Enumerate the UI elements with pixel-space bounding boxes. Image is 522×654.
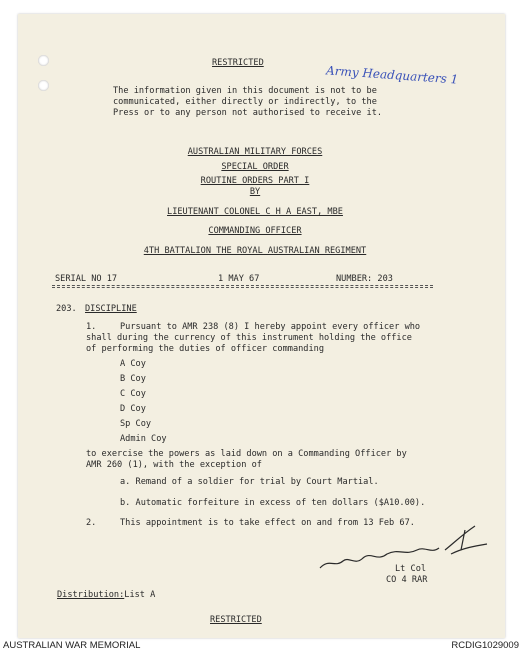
section-title: DISCIPLINE: [85, 304, 137, 314]
paragraph-number: 2.: [86, 518, 97, 528]
paragraph-line: AMR 260 (1), with the exception of: [86, 460, 262, 470]
heading-line: COMMANDING OFFICER: [208, 226, 302, 236]
handwritten-note: Army Headquarters 1: [325, 63, 459, 87]
notice-line: The information given in this document is not to be: [113, 86, 377, 96]
exception-b: b. Automatic forfeiture in excess of ten dollars ($A10.00).: [120, 498, 426, 508]
classification-bottom: RESTRICTED: [210, 615, 262, 625]
unit-item: B Coy: [120, 374, 146, 384]
heading-line: 4TH BATTALION THE ROYAL AUSTRALIAN REGIMENT: [143, 246, 367, 256]
distribution-value: List A: [124, 590, 156, 600]
footer-id: RCDIG1029009: [451, 640, 519, 651]
separator-rule: [52, 287, 433, 288]
heading-line: ROUTINE ORDERS PART I: [200, 176, 310, 186]
unit-item: Sp Coy: [120, 419, 152, 429]
unit-item: A Coy: [120, 359, 146, 369]
paragraph-line: of performing the duties of officer commanding: [86, 344, 324, 354]
signature-title: CO 4 RAR: [386, 575, 428, 585]
paragraph-line: Pursuant to AMR 238 (8) I hereby appoint every officer who: [120, 322, 421, 332]
punch-hole: [38, 80, 49, 91]
paragraph-number: 1.: [86, 322, 97, 332]
unit-item: Admin Coy: [120, 434, 167, 444]
exception-a: a. Remand of a soldier for trial by Court Martial.: [120, 477, 379, 487]
paragraph-line: to exercise the powers as laid down on a Commanding Officer by: [86, 449, 407, 459]
unit-item: C Coy: [120, 389, 146, 399]
signature-rank: Lt Col: [395, 564, 427, 574]
footer-source: AUSTRALIAN WAR MEMORIAL: [3, 640, 141, 651]
serial-number: SERIAL NO 17: [55, 274, 118, 284]
order-number: NUMBER: 203: [336, 274, 393, 284]
section-number: 203.: [56, 304, 77, 314]
heading-line: LIEUTENANT COLONEL C H A EAST, MBE: [167, 207, 343, 217]
heading-line: SPECIAL ORDER: [221, 162, 289, 172]
paragraph-line: shall during the currency of this instrument holding the office: [86, 333, 412, 343]
order-date: 1 MAY 67: [218, 274, 260, 284]
separator-rule: [52, 285, 433, 286]
heading-line: BY: [249, 187, 261, 197]
heading-line: AUSTRALIAN MILITARY FORCES: [187, 147, 323, 157]
unit-item: D Coy: [120, 404, 146, 414]
distribution-label: Distribution:: [57, 590, 125, 600]
notice-line: Press or to any person not authorised to receive it.: [113, 108, 383, 118]
notice-line: communicated, either directly or indirectly, to the: [113, 97, 377, 107]
classification-top: RESTRICTED: [212, 58, 264, 68]
punch-hole: [38, 55, 49, 66]
paragraph-line: This appointment is to take effect on and from 13 Feb 67.: [120, 518, 415, 528]
